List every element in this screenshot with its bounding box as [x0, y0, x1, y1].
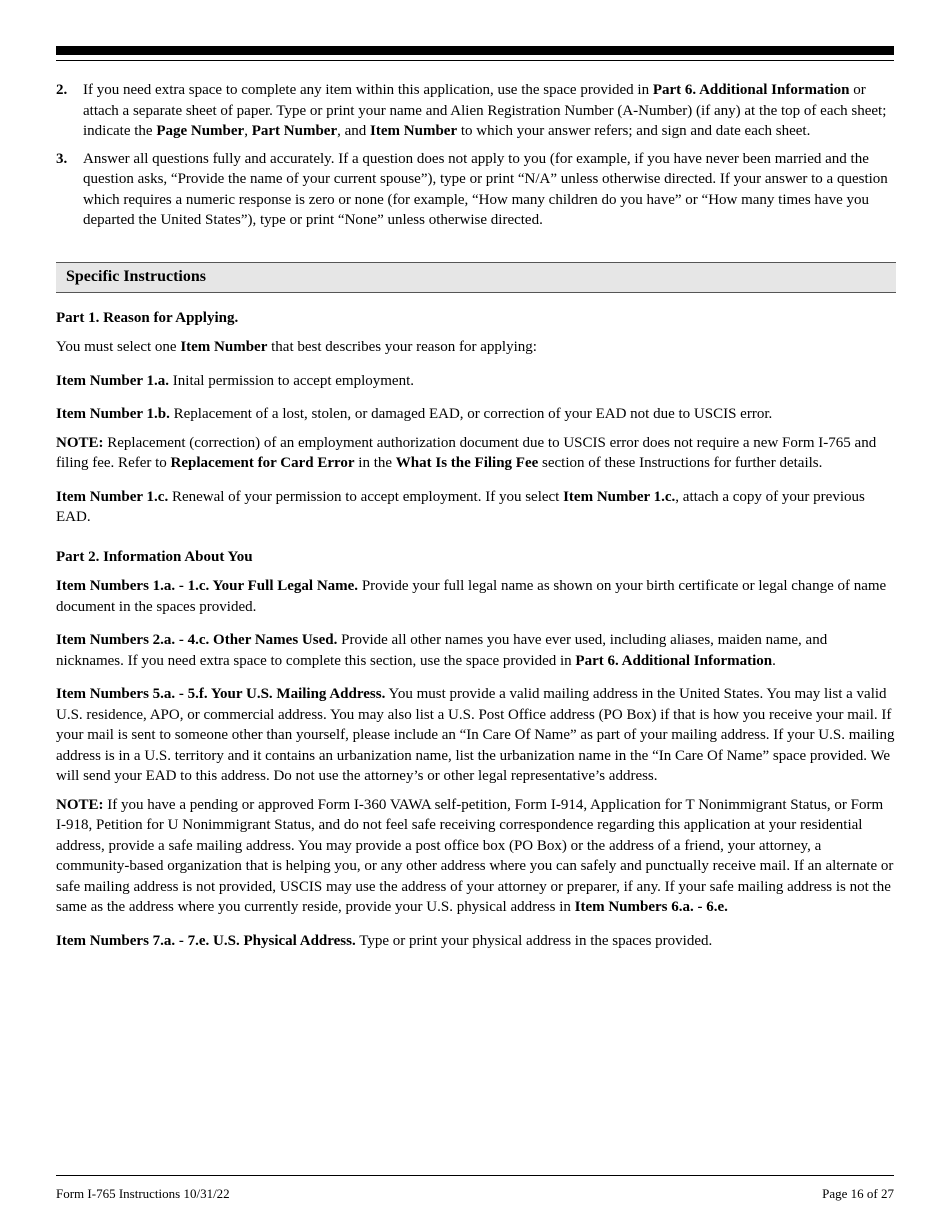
part1-heading: Part 1. Reason for Applying. — [56, 309, 239, 326]
item-2a-4c-other-names: Item Numbers 2.a. - 4.c. Other Names Used. Provide all other names you have ever used, including aliases, maiden name, and nicknames. If you need extra space to complete this section, use the space provided in Part 6. Additional Information. — [56, 632, 828, 669]
item-1b: Item Number 1.b. Replacement of a lost, stolen, or damaged EAD, or correction of your EAD not due to USCIS error. — [56, 406, 773, 422]
part1-note: NOTE: Replacement (correction) of an employment authorization document due to USCIS error does not require a new Form I-765 and filing fee. Refer to Replacement for Card Error in the What Is the Filing Fee section of these Instructions for further details. — [56, 434, 877, 471]
item-5a-5f-mailing-address: Item Numbers 5.a. - 5.f. Your U.S. Mailing Address. You must provide a valid mailing address in the United States. You may list a valid U.S. residence, APO, or commercial address. You may also list a U.S. Post Office address (PO Box) if that is how you receive your mail. If your mail is sent to someone other than yourself, please include an “In Care Of Name” as part of your mailing address. If your U.S. mailing address is in a U.S. territory and it contains an urbanization name, list the urbanization name in the “In Care Of Name” space provided. We will send your EAD to this address. Do not use the attorney’s or other legal representative’s address. — [56, 686, 895, 784]
section-header-specific-instructions: Specific Instructions — [56, 262, 896, 293]
item-1a: Item Number 1.a. Inital permission to accept employment. — [56, 372, 414, 389]
list-text: If you need extra space to complete any item within this application, use the space provided in Part 6. Additional Information or attach a separate sheet of paper. Type or print your name and Alien Registration Number (A-Number) (if any) at the top of each sheet; indicate the Page Number, Part Number, and Item Number to which your answer refers; and sign and date each sheet. — [83, 82, 887, 139]
item-7a-7e-physical-address: Item Numbers 7.a. - 7.e. U.S. Physical Address. Type or print your physical address in the spaces provided. — [56, 932, 713, 949]
item-1c: Item Number 1.c. Renewal of your permission to accept employment. If you select Item Number 1.c., attach a copy of your previous EAD. — [56, 488, 865, 525]
list-number: 2. — [56, 82, 68, 98]
part2-note: NOTE: If you have a pending or approved Form I-360 VAWA self-petition, Form I-914, Application for T Nonimmigrant Status, or Form I-918, Petition for U Nonimmigrant Status, and do not feel safe receiving correspondence regarding this application at your residential address, provide a safe mailing address. You may provide a post office box (PO Box) or the address of a friend, your attorney, a community-based organization that is helping you, or any other address where you can safely and punctually receive mail. If an alternate or safe mailing address is not provided, USCIS may use the address of your attorney or preparer, if any. If your safe mailing address is not the same as the address where you currently reside, provide your U.S. physical address in Item Numbers 6.a. - 6.e. — [56, 796, 894, 915]
header-rule-thin — [56, 60, 894, 61]
footer-form-id: Form I-765 Instructions 10/31/22 — [56, 1186, 230, 1201]
footer-rule — [56, 1175, 894, 1176]
item-1a-1c-full-legal-name: Item Numbers 1.a. - 1.c. Your Full Legal Name. Provide your full legal name as shown on your birth certificate or legal change of name document in the spaces provided. — [56, 578, 887, 615]
part1-intro: You must select one Item Number that best describes your reason for applying: — [56, 339, 537, 355]
list-number: 3. — [56, 150, 68, 167]
list-item-2 — [56, 80, 896, 142]
part2-heading: Part 2. Information About You — [56, 548, 253, 565]
footer-page-number: Page 16 of 27 — [822, 1186, 894, 1201]
list-text: Answer all questions fully and accurately. If a question does not apply to you (for example, if you have never been married and the question asks, “Provide the name of your current spouse”), type or print “N/A” unless otherwise directed. If your answer to a question which requires a numeric response is zero or none (for example, “How many children do you have” or “How many times have you departed the United States”), type or print “None” unless otherwise directed. — [83, 150, 888, 228]
page-content — [56, 80, 896, 964]
list-item-3 — [56, 149, 896, 231]
header-rule-thick — [56, 46, 894, 55]
